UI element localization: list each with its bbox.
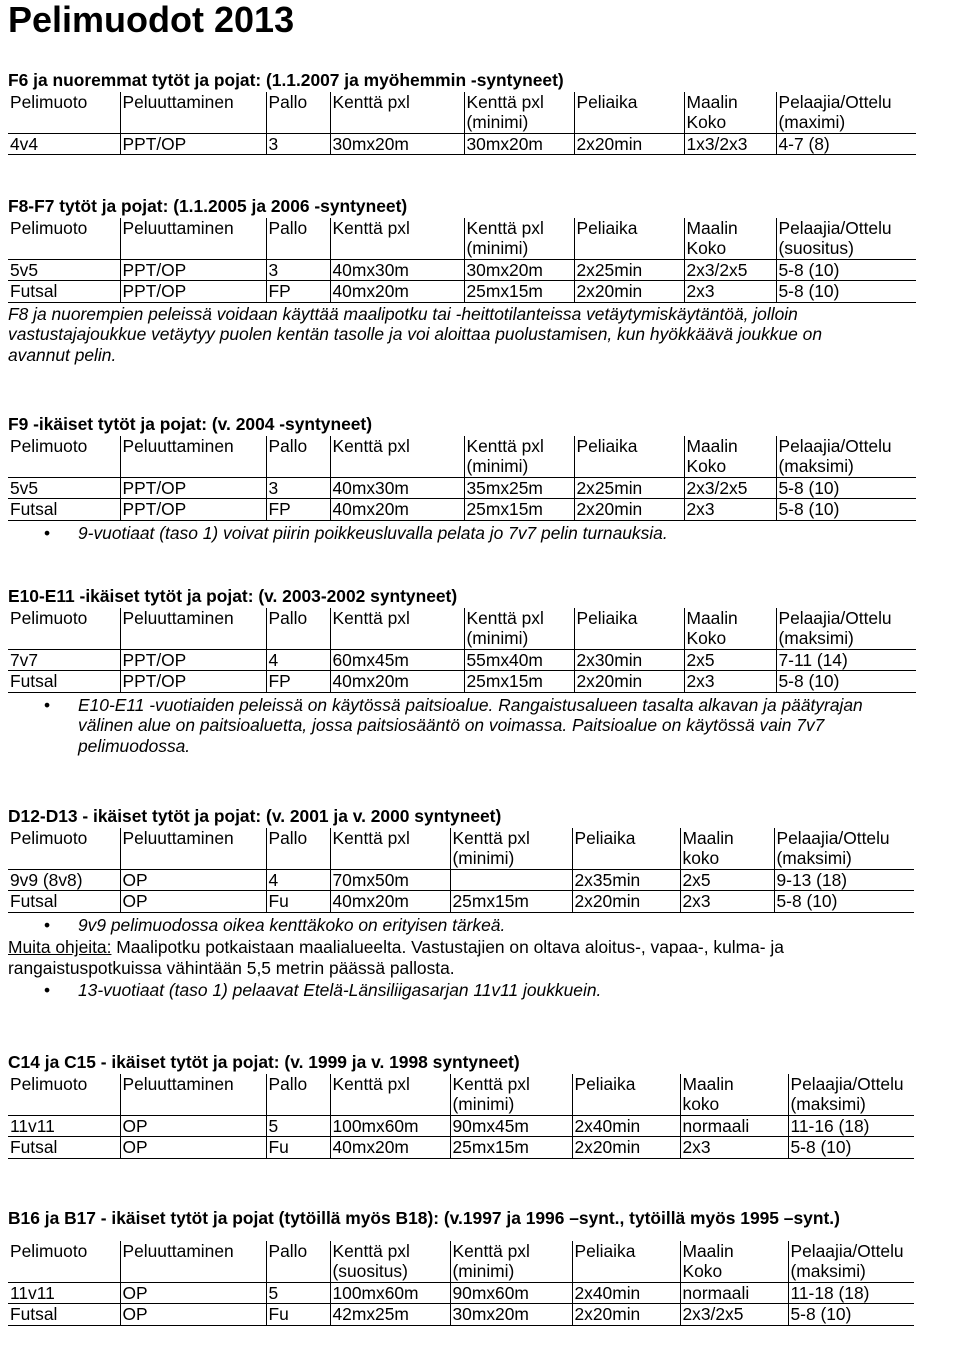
section-f6 [8,70,948,155]
table-cell: 5-8 (10) [774,891,914,913]
table-cell: 2x40min [572,1282,680,1304]
table-cell: 2x25min [574,259,684,281]
column-header: Pelaajia/Ottelu (maksimi) [776,436,916,478]
section-f9 [8,414,948,543]
table-cell: 2x20min [572,1304,680,1326]
column-header: Maalin koko [680,828,774,870]
section-heading: F8-F7 tytöt ja pojat: (1.1.2005 ja 2006 -syntyneet) [8,196,408,216]
table-cell: 5-8 (10) [776,477,916,499]
table-cell: 100mx60m [330,1115,450,1137]
table-cell: PPT/OP [120,671,266,693]
table-row [8,891,914,913]
column-header: Kenttä pxl [330,828,450,870]
column-header: Peluuttaminen [120,1074,266,1116]
column-header: Kenttä pxl [330,436,464,478]
table-cell: OP [120,1282,266,1304]
column-header: Peluuttaminen [120,828,266,870]
table-cell: 2x20min [574,281,684,303]
table-cell: normaali [680,1282,788,1304]
table-cell: 2x20min [574,671,684,693]
column-header: Peluuttaminen [120,218,266,260]
table-cell: 5-8 (10) [788,1137,914,1159]
section-heading: C14 ja C15 - ikäiset tytöt ja pojat: (v. 1999 ja v. 1998 syntyneet) [8,1052,520,1072]
column-header: Kenttä pxl [330,608,464,650]
column-header: Pelaajia/Ottelu (maksimi) [774,828,914,870]
table-cell: PPT/OP [120,477,266,499]
table-cell: Fu [266,1137,330,1159]
table-cell: 2x35min [572,869,680,891]
table-cell: 30mx20m [464,259,574,281]
column-header: Maalin Koko [684,608,776,650]
section-b16-b17 [8,1208,948,1326]
table-row [8,1115,914,1137]
table-row [8,649,916,671]
column-header: Pallo [266,608,330,650]
table-cell: 2x20min [572,891,680,913]
table-cell: 2x3/2x5 [684,477,776,499]
table-cell: 30mx20m [450,1304,572,1326]
table-cell: 40mx20m [330,671,464,693]
table-cell: PPT/OP [120,281,266,303]
table-row [8,1304,914,1326]
table-cell: 4 [266,869,330,891]
table-cell: PPT/OP [120,133,266,155]
column-header: Pallo [266,92,330,134]
table-cell: 3 [266,133,330,155]
table-row [8,1137,914,1159]
table-cell: FP [266,281,330,303]
table-row [8,281,916,303]
table-cell: PPT/OP [120,259,266,281]
section-d12-d13 [8,806,948,1001]
section-heading: F9 -ikäiset tytöt ja pojat: (v. 2004 -syntyneet) [8,414,373,434]
column-header: Maalin koko [680,1074,788,1116]
table-cell: 25mx15m [464,281,574,303]
column-header: Kenttä pxl (minimi) [464,608,574,650]
section-c14-c15 [8,1052,948,1159]
table-cell: 42mx25m [330,1304,450,1326]
column-header: Pelaajia/Ottelu (suositus) [776,218,916,260]
column-header: Maalin Koko [684,436,776,478]
table-cell: 9v9 (8v8) [8,869,120,891]
column-header: Peliaika [574,436,684,478]
table-header-row [8,1074,914,1116]
section-e10-e11 [8,586,948,756]
table-cell: 9-13 (18) [774,869,914,891]
table-cell: normaali [680,1115,788,1137]
table-cell: 11-16 (18) [788,1115,914,1137]
table-cell: 25mx15m [450,891,572,913]
column-header: Pelaajia/Ottelu (maksimi) [788,1241,914,1283]
column-header: Pallo [266,218,330,260]
column-header: Pelimuoto [10,827,88,848]
column-header: Pallo [266,436,330,478]
game-format-table [8,218,916,303]
column-header: Pelimuoto [10,217,88,238]
table-cell: 35mx25m [464,477,574,499]
column-header: Peliaika [574,218,684,260]
table-cell: 2x5 [680,869,774,891]
table-cell: Fu [266,891,330,913]
table-cell: 70mx50m [330,869,450,891]
table-row [8,671,916,693]
table-cell: 5 [266,1115,330,1137]
list-item: • E10-E11 -vuotiaiden peleissä on käytössä paitsioalue. Rangaistusalueen tasalta alkavan ja päätyrajan välinen alue on paitsioaluetta, jossa paitsiosääntö on voimassa. Paitsioalue on käytössä vain 7v7 pelimuodossa. [8,695,918,757]
bullet-list [8,915,948,936]
table-cell: OP [120,1137,266,1159]
column-header: Pelimuoto [10,607,88,628]
list-item: • 13-vuotiaat (taso 1) pelaavat Etelä-Länsiliigasarjan 11v11 joukkuein. [8,980,948,1001]
table-cell: 2x20min [574,499,684,521]
table-cell: 40mx20m [330,891,450,913]
table-cell: OP [120,1304,266,1326]
table-cell: PPT/OP [120,649,266,671]
game-format-table [8,436,916,521]
table-row [8,869,914,891]
table-cell: Futsal [8,1137,120,1159]
bullet-list [8,695,918,757]
table-cell: 25mx15m [450,1137,572,1159]
table-cell: 25mx15m [464,499,574,521]
column-header: Kenttä pxl (minimi) [464,218,574,260]
table-cell: 1x3/2x3 [684,133,776,155]
other-instructions-label: Muita ohjeita: [8,937,112,958]
table-cell: 7-11 (14) [776,649,916,671]
column-header: Pallo [266,828,330,870]
table-cell: 5 [266,1282,330,1304]
table-cell: 2x30min [574,649,684,671]
table-header-row [8,828,914,870]
table-header-row [8,92,916,134]
table-cell: 5-8 (10) [776,281,916,303]
column-header: Peliaika [572,1241,680,1283]
table-cell: 5-8 (10) [776,499,916,521]
column-header: Maalin Koko [684,92,776,134]
column-header: Maalin Koko [680,1241,788,1283]
column-header: Peluuttaminen [120,1241,266,1283]
table-cell: 2x20min [574,133,684,155]
column-header: Peluuttaminen [120,92,266,134]
other-instructions-text: Maalipotku potkaistaan maalialueelta. Vastustajien on oltava aloitus-, vapaa-, kulma- ja rangaistuspotkuissa vähintään 5,5 metrin päässä pallosta. [8,937,784,978]
table-cell: 4 [266,649,330,671]
game-format-table [8,92,916,156]
table-cell: 2x40min [572,1115,680,1137]
table-cell: 40mx20m [330,281,464,303]
column-header: Maalin Koko [684,218,776,260]
column-header: Peliaika [574,608,684,650]
table-row [8,1282,914,1304]
column-header: Pelimuoto [10,435,88,456]
table-cell: 7v7 [8,649,120,671]
table-cell: OP [120,1115,266,1137]
table-cell: 2x5 [684,649,776,671]
table-row [8,477,916,499]
column-header: Pallo [266,1241,330,1283]
table-cell: 40mx20m [330,1137,450,1159]
table-cell: 5-8 (10) [776,671,916,693]
table-cell: 11-18 (18) [788,1282,914,1304]
table-cell: Futsal [8,891,120,913]
table-cell: 55mx40m [464,649,574,671]
table-cell: 2x3 [680,891,774,913]
table-header-row [8,436,916,478]
column-header: Kenttä pxl (minimi) [464,92,574,134]
table-cell: 2x3 [684,499,776,521]
table-cell: OP [120,891,266,913]
page-title: Pelimuodot 2013 [8,0,295,40]
section-heading: F6 ja nuoremmat tytöt ja pojat: (1.1.2007 ja myöhemmin -syntyneet) [8,70,564,90]
game-format-table [8,1241,914,1326]
column-header: Pelimuoto [10,1073,88,1094]
section-f8-f7 [8,196,948,365]
table-header-row [8,1241,914,1283]
table-cell: 40mx20m [330,499,464,521]
table-cell: 30mx20m [464,133,574,155]
column-header: Peluuttaminen [120,436,266,478]
table-cell: 3 [266,477,330,499]
table-row [8,499,916,521]
table-cell: 2x3 [680,1137,788,1159]
table-cell: 11v11 [8,1282,120,1304]
table-cell: 2x3/2x5 [680,1304,788,1326]
table-cell: Fu [266,1304,330,1326]
game-format-table [8,1074,914,1159]
section-heading: B16 ja B17 - ikäiset tytöt ja pojat (tytöillä myös B18): (v.1997 ja 1996 –synt., tytöillä myös 1995 –synt.) [8,1208,840,1228]
column-header: Peliaika [572,828,680,870]
table-cell: 3 [266,259,330,281]
table-cell: 90mx60m [450,1282,572,1304]
table-cell: 2x3 [684,671,776,693]
column-header: Peluuttaminen [120,608,266,650]
table-cell: 11v11 [8,1115,120,1137]
table-cell: 5-8 (10) [776,259,916,281]
table-cell: OP [120,869,266,891]
table-cell: 40mx30m [330,477,464,499]
table-cell: 5-8 (10) [788,1304,914,1326]
bullet-list [8,980,948,1001]
table-cell: Futsal [8,671,120,693]
table-cell: 90mx45m [450,1115,572,1137]
game-format-table [8,608,916,693]
column-header: Kenttä pxl (minimi) [450,1074,572,1116]
column-header: Peliaika [572,1074,680,1116]
column-header: Kenttä pxl (minimi) [464,436,574,478]
column-header: Pelaajia/Ottelu (maximi) [776,92,916,134]
list-item: • 9-vuotiaat (taso 1) voivat piirin poikkeusluvalla pelata jo 7v7 pelin turnauksia. [8,523,948,544]
column-header: Kenttä pxl [330,1074,450,1116]
section-heading: D12-D13 - ikäiset tytöt ja pojat: (v. 2001 ja v. 2000 syntyneet) [8,806,502,826]
table-cell: 4v4 [8,133,120,155]
table-cell: FP [266,671,330,693]
table-cell: 40mx30m [330,259,464,281]
table-cell: 100mx60m [330,1282,450,1304]
other-instructions [8,937,918,978]
column-header: Pelimuoto [10,91,88,112]
table-cell: 30mx20m [330,133,464,155]
column-header: Kenttä pxl [330,92,464,134]
table-cell: 25mx15m [464,671,574,693]
table-header-row [8,218,916,260]
table-cell: Futsal [8,281,120,303]
table-cell: Futsal [8,1304,120,1326]
table-cell: 5v5 [8,477,120,499]
table-header-row [8,608,916,650]
column-header: Pelimuoto [10,1240,88,1261]
section-heading: E10-E11 -ikäiset tytöt ja pojat: (v. 2003-2002 syntyneet) [8,586,458,606]
column-header: Pelaajia/Ottelu (maksimi) [788,1074,914,1116]
column-header: Pallo [266,1074,330,1116]
column-header: Kenttä pxl (minimi) [450,828,572,870]
table-row [8,259,916,281]
column-header: Peliaika [574,92,684,134]
table-cell: 2x3/2x5 [684,259,776,281]
table-cell: PPT/OP [120,499,266,521]
table-cell: 4-7 (8) [776,133,916,155]
table-cell: 2x3 [684,281,776,303]
rule-note: F8 ja nuorempien peleissä voidaan käyttää maalipotku tai -heittotilanteissa vetäytymiskäytäntöä, jolloin vastustajajoukkue vetäytyy puolen kentän tasolle ja voi aloittaa puolustamisen, kun hyökkäävä joukkue on avannut pelin. [8,303,822,365]
column-header: Pelaajia/Ottelu (maksimi) [776,608,916,650]
table-cell: Futsal [8,499,120,521]
column-header: Kenttä pxl (suositus) [330,1241,450,1283]
column-header: Kenttä pxl [330,218,464,260]
table-cell: FP [266,499,330,521]
table-row [8,133,916,155]
table-cell: 2x25min [574,477,684,499]
table-cell: 5v5 [8,259,120,281]
column-header: Kenttä pxl (minimi) [450,1241,572,1283]
table-cell: 60mx45m [330,649,464,671]
table-cell: 2x20min [572,1137,680,1159]
bullet-list [8,523,948,544]
table-cell [450,869,572,891]
game-format-table [8,828,914,913]
list-item: • 9v9 pelimuodossa oikea kenttäkoko on erityisen tärkeä. [8,915,948,936]
